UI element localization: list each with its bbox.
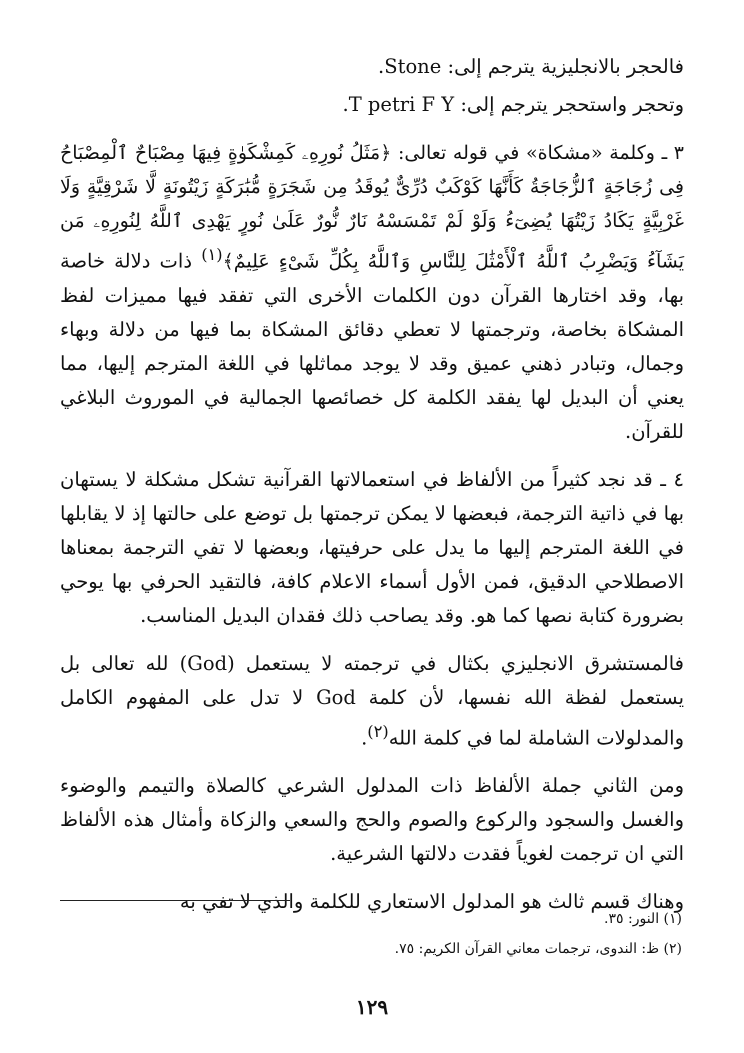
line-stone: فالحجر بالانجليزية يترجم إلى: Stone. [378, 55, 684, 78]
footnotes [60, 904, 682, 964]
footnote-1: (١) النور: ٣٥. [604, 911, 682, 927]
paragraph-sharia: ومن الثاني جملة الألفاظ ذات المدلول الشرعي كالصلاة والتيمم والوضوء والغسل والسجود والركوع والصوم والحج والسعي والزكاة وأمثال هذه الألفاظ التي ان ترجمت لغوياً فقدت دلالتها الشرعية. [60, 774, 684, 865]
line-petrify: وتحجر واستحجر يترجم إلى: T petri F Y. [342, 93, 684, 116]
footnote-2: (٢) ظ: الندوى، ترجمات معاني القرآن الكريم: ٧٥. [394, 941, 682, 957]
paragraph-pickthall [60, 647, 684, 756]
paragraph-words: ٤ ـ قد نجد كثيراً من الألفاظ في استعمالاتها القرآنية تشكل مشكلة لا يستهان بها في ذاتية الترجمة، فبعضها لا يمكن ترجمتها بل توضع على حالتها إذ لا يقابلها في اللغة المترجم إليها ما يدل على حرفيتها، وبعضها لا تفي الترجمة بمعناها الاصطلاحي الدقيق، فمن الأول أسماء الاعلام كافة، فالتقيد الحرفي بها يوحي بضرورة كتابة نصها كما هو. وقد يصاحب ذلك فقدان البديل المناسب. [60, 467, 684, 627]
paragraph-metaphor: وهناك قسم ثالث هو المدلول الاستعاري للكلمة والذي لا تفي به [179, 890, 684, 913]
page-number: ١٢٩ [355, 995, 389, 1019]
quran-verse: ٣ ـ وكلمة «مشكاة» في قوله تعالى: ﴿مَثَلُ نُورِهِۦ كَمِشْكَوٰةٍ فِيهَا مِصْبَاحٌ ٱلْمِصْبَاحُ فِى زُجَاجَةٍ ٱلزُّجَاجَةُ كَأَنَّهَا كَوْكَبٌ دُرِّىٌّ يُوقَدُ مِن شَجَرَةٍ مُّبَٰرَكَةٍ زَيْتُونَةٍ لَّا شَرْقِيَّةٍ وَلَا غَرْبِيَّةٍ يَكَادُ زَيْتُهَا يُضِىٓءُ وَلَوْ لَمْ تَمْسَسْهُ نَارٌ نُّورٌ عَلَىٰ نُورٍ يَهْدِى ٱللَّهُ لِنُورِهِۦ مَن يَشَآءُ وَيَضْرِبُ ٱللَّهُ ٱلْأَمْثَٰلَ لِلنَّاسِ وَٱللَّهُ بِكُلِّ شَىْءٍ عَلِيمٌ﴾ [60, 142, 685, 273]
paragraph-mishkat-text: ذات دلالة خاصة بها، وقد اختارها القرآن دون الكلمات الأخرى التي تفقد فيها مميزات لفظ المشكاة بخاصة، وترجمتها لا تعطي دقائق المشكاة بما فيها من دلالة وبهاء وجمال، وتبادر ذهني عميق وقد لا يوجد مماثلها في اللغة المترجم إليها، مما يعني أن البديل لها يفقد الكلمة كل خصائصها الجمالية في الموروث البلاغي للقرآن. [60, 249, 684, 443]
footnote-ref-1: (١) [201, 245, 223, 264]
paragraph-pickthall-text: فالمستشرق الانجليزي بكثال في ترجمته لا يستعمل (God) لله تعالى بل يستعمل لفظة الله نفسها، لأن كلمة God لا تدل على المفهوم الكامل والمدلولات الشاملة لما في كلمة الله [60, 651, 684, 749]
footnote-ref-2: (٢) [367, 721, 389, 741]
paragraph-pickthall-end: . [361, 726, 368, 749]
paragraph-mishkat [60, 136, 684, 449]
main-text [60, 50, 684, 923]
footnote-divider [60, 900, 290, 901]
